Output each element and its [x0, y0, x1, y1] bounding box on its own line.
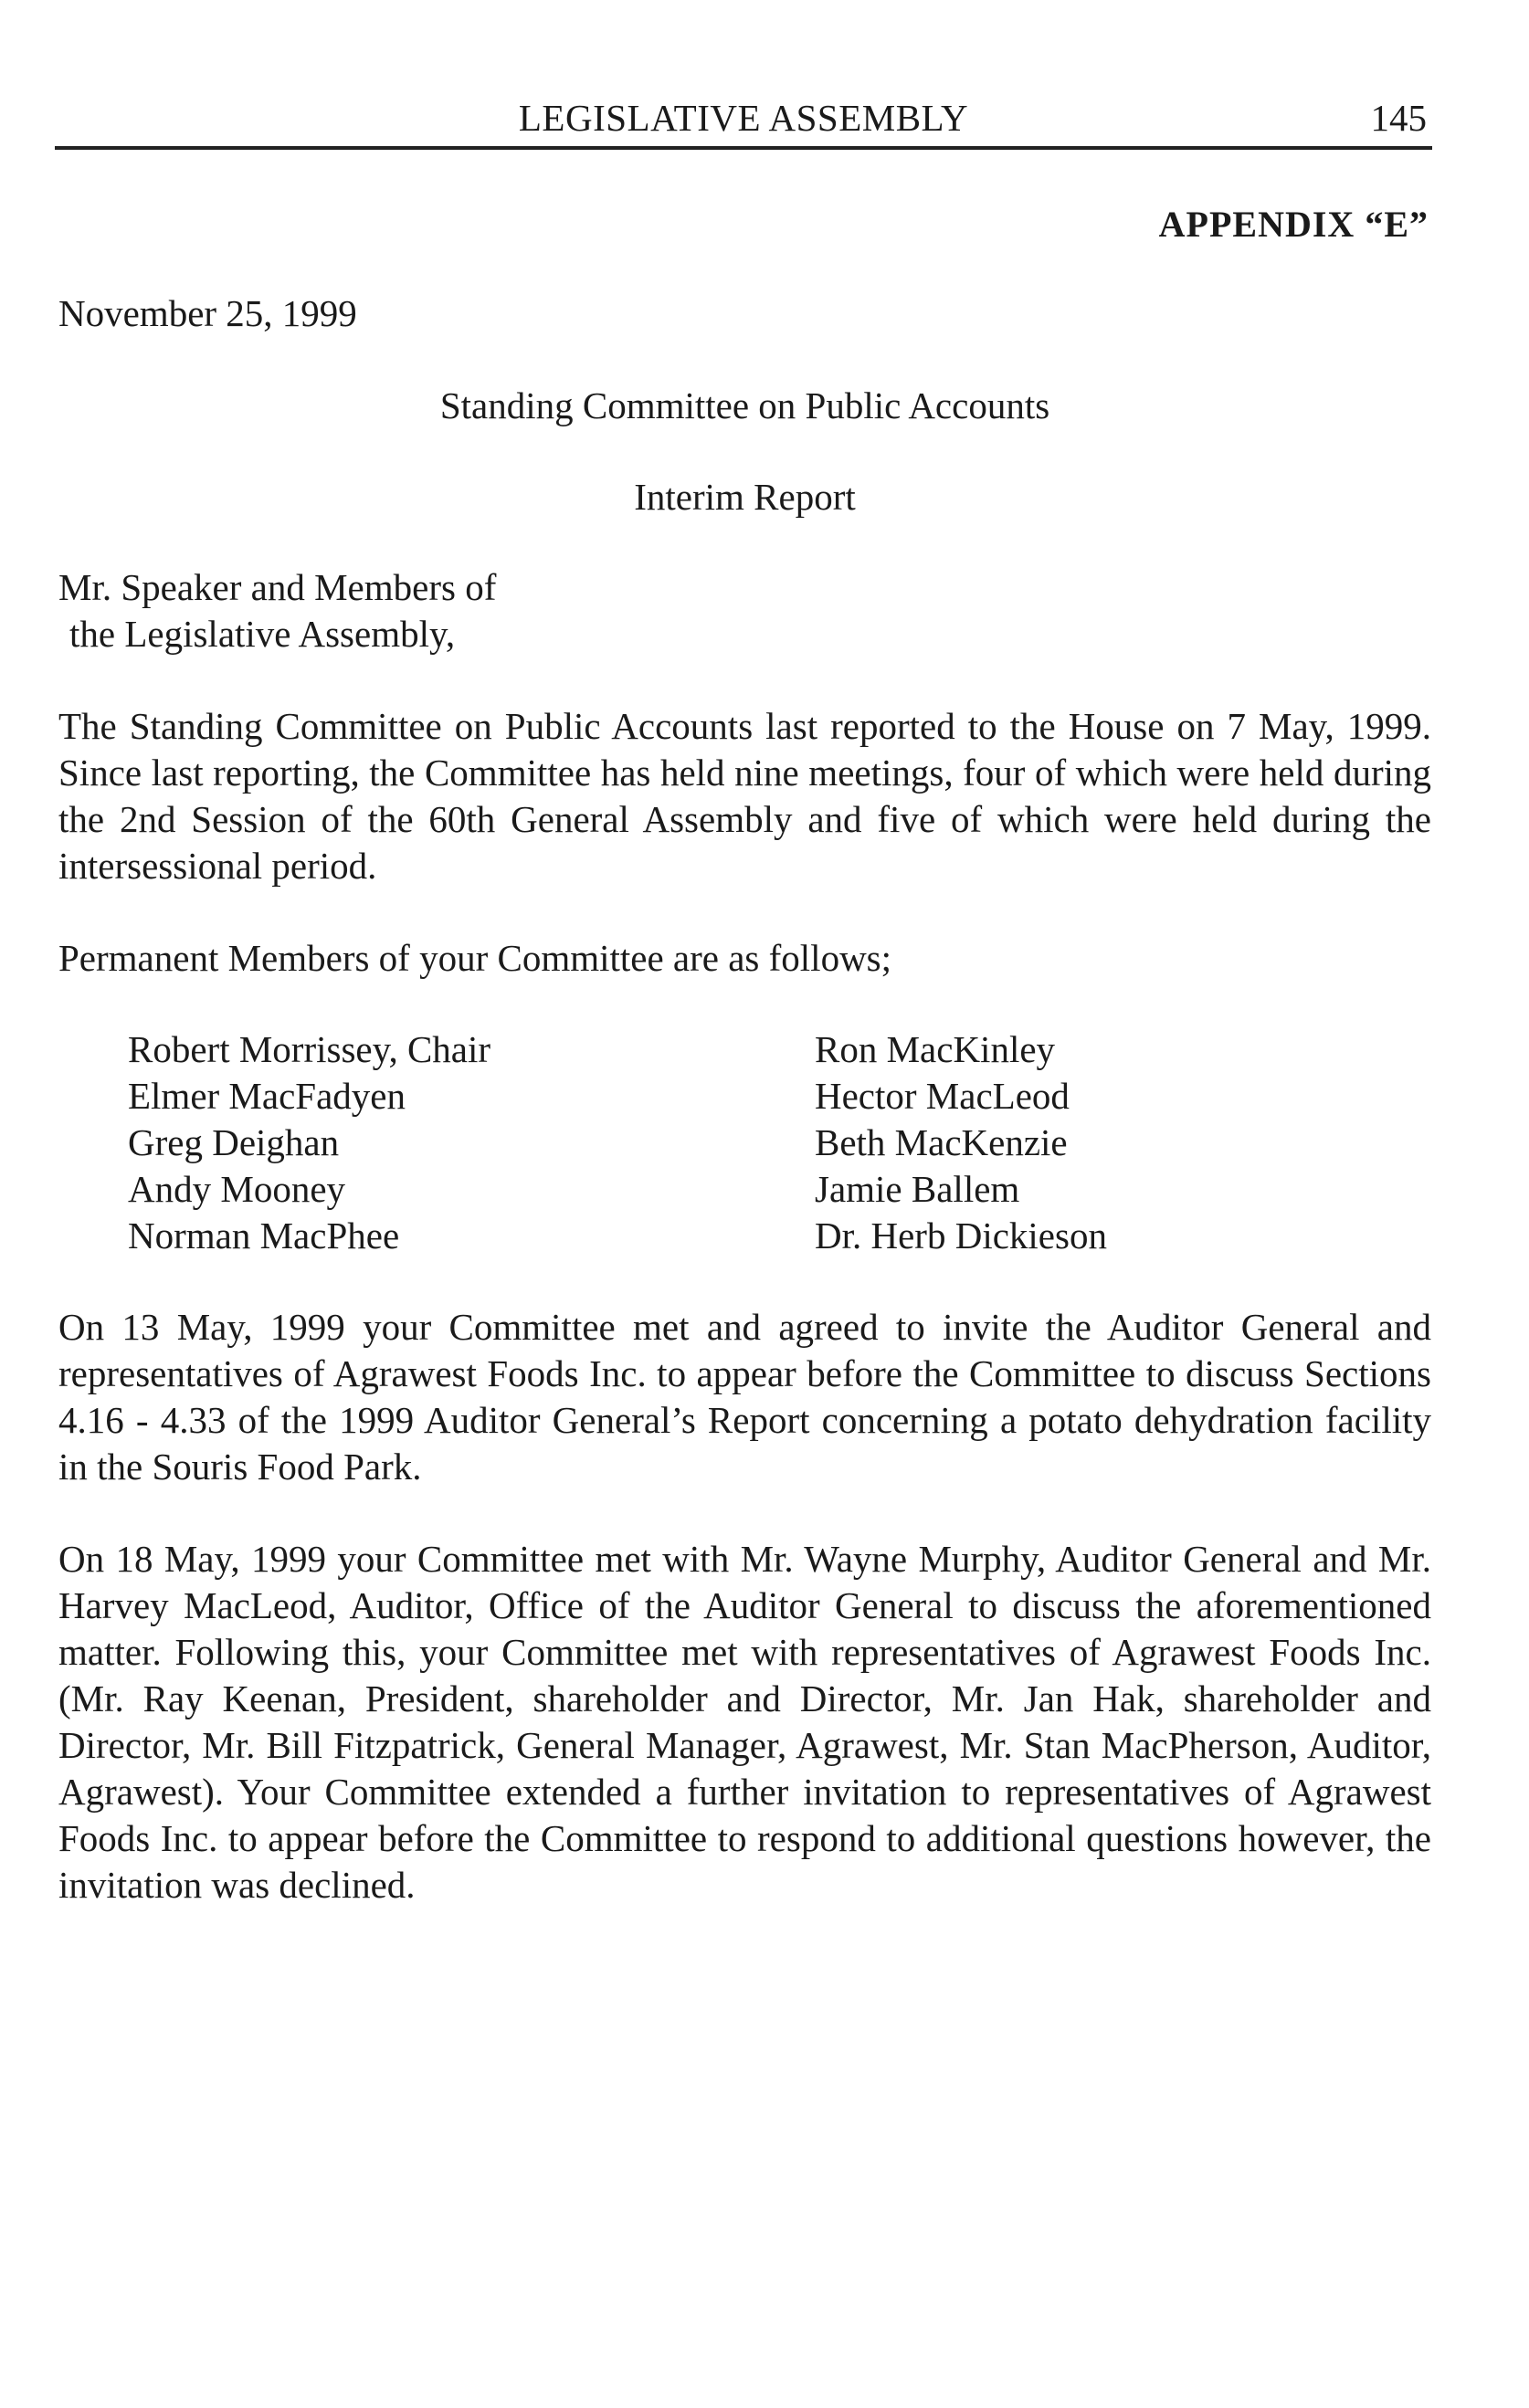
may-13-paragraph: On 13 May, 1999 your Committee met and agreed to invite the Auditor General and representatives of Agrawest Foods Inc. to appear before the Committee to discuss Sections 4.16 - 4.33 of the 1999 Auditor General’s Report concerning a potato dehydration facility in the Souris Food Park. [58, 1306, 1431, 1488]
member-name: Jamie Ballem [815, 1168, 1020, 1210]
member-name: Hector MacLeod [815, 1075, 1070, 1117]
members-column-right [815, 1026, 1107, 1259]
committee-name: Standing Committee on Public Accounts [439, 384, 1050, 426]
members-intro: Permanent Members of your Committee are as follows; [58, 937, 892, 979]
appendix-label: APPENDIX “E” [1158, 204, 1429, 245]
may-18-paragraph: On 18 May, 1999 your Committee met with Mr. Wayne Murphy, Auditor General and Mr. Harvey MacLeod, Auditor, Office of the Auditor General to discuss the aforementioned matter. Following this, your Committee met with representatives of Agrawest Foods Inc. (Mr. Ray Keenan, President, shareholder and Director, Mr. Jan Hak, shareholder and Director, Mr. Bill Fitzpatrick, General Manager, Agrawest, Mr. Stan MacPherson, Auditor, Agrawest). Your Committee extended a further invitation to representatives of Agrawest Foods Inc. to appear before the Committee to respond to additional questions however, the invitation was declined. [58, 1538, 1431, 1906]
running-title: LEGISLATIVE ASSEMBLY [518, 97, 969, 139]
member-name: Beth MacKenzie [815, 1121, 1068, 1163]
salutation [58, 564, 1431, 657]
report-title: Interim Report [634, 476, 856, 518]
member-name: Elmer MacFadyen [128, 1075, 406, 1117]
member-name: Dr. Herb Dickieson [815, 1215, 1107, 1257]
salutation-line-2: the Legislative Assembly, [69, 613, 456, 655]
header-rule [55, 146, 1432, 150]
report-date: November 25, 1999 [58, 292, 357, 334]
running-header [55, 96, 1432, 151]
member-name: Robert Morrissey, Chair [128, 1028, 491, 1070]
members-column-left [128, 1026, 490, 1259]
member-name: Andy Mooney [128, 1168, 346, 1210]
member-name: Greg Deighan [128, 1121, 340, 1163]
salutation-line-1: Mr. Speaker and Members of [58, 566, 497, 608]
member-name: Norman MacPhee [128, 1215, 400, 1257]
intro-paragraph: The Standing Committee on Public Accounts last reported to the House on 7 May, 1999. Since last reporting, the Committee has held nine meetings, four of which were held during the 2nd Session of the 60th General Assembly and five of which were held during the intersessional period. [58, 705, 1431, 887]
member-name: Ron MacKinley [815, 1028, 1056, 1070]
page-number: 145 [1370, 97, 1427, 139]
